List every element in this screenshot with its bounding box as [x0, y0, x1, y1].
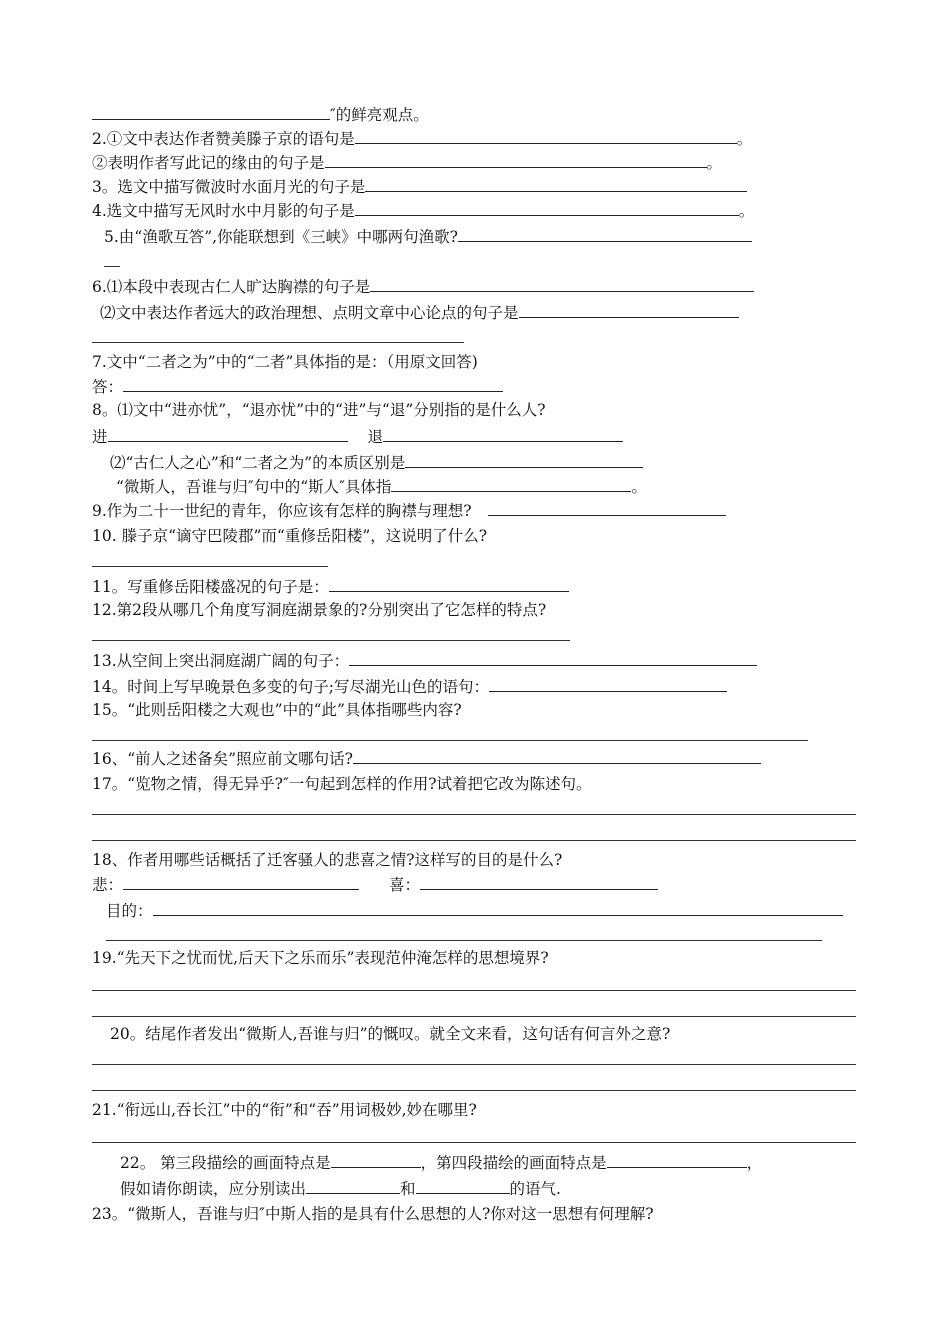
question-13: 13.从空间上突出洞庭湖广阔的句子：: [92, 650, 757, 672]
answer-blank[interactable]: [405, 452, 643, 468]
answer-blank[interactable]: [353, 748, 761, 764]
answer-line[interactable]: [92, 640, 570, 641]
answer-line[interactable]: [92, 740, 808, 741]
question-10: 10. 滕子京“谪守巴陵郡”而“重修岳阳楼”，这说明了什么?: [92, 527, 488, 545]
question-18-bei-xi: 悲： 喜：: [92, 874, 658, 896]
answer-blank[interactable]: [519, 302, 739, 318]
question-4: 4.选文中描写无风时水中月影的句子是 。: [92, 202, 755, 220]
question-3: 3。选文中描写微波时水面月光的句子是: [92, 176, 747, 198]
answer-blank[interactable]: [458, 226, 752, 242]
question-7: 7.文中“二者之为”中的“二者”具体指的是：（用原文回答): [92, 353, 478, 371]
question-18-mudi: 目的：: [106, 900, 843, 922]
answer-blank[interactable]: [420, 874, 658, 890]
question-8b: ⑵“古仁人之心”和“二者之为”的本质区别是: [110, 452, 643, 474]
answer-blank[interactable]: [306, 1178, 400, 1194]
answer-blank[interactable]: [108, 426, 348, 442]
question-7-answer: 答：: [92, 376, 503, 398]
question-22a: 22。 第三段描绘的画面特点是 ，第四段描绘的画面特点是 ，: [120, 1154, 763, 1172]
answer-blank[interactable]: [416, 1178, 510, 1194]
question-2b: ②表明作者写此记的缘由的句子是 。: [92, 154, 723, 172]
question-6a: 6.⑴本段中表现古仁人旷达胸襟的句子是: [92, 276, 754, 298]
answer-blank[interactable]: [489, 676, 727, 692]
question-12: 12.第2段从哪几个角度写洞庭湖景象的?分别突出了它怎样的特点?: [92, 601, 547, 619]
answer-blank[interactable]: [365, 176, 747, 192]
question-9: 9.作为二十一世纪的青年，你应该有怎样的胸襟与理想?: [92, 500, 726, 522]
question-8c: “微斯人，吾谁与归″句中的“斯人″具体指 。: [116, 478, 647, 496]
question-8a: 8。⑴文中“进亦忧”，“退亦忧”中的“进”与“退”分别指的是什么人?: [92, 401, 546, 419]
answer-blank[interactable]: [123, 874, 359, 890]
answer-line[interactable]: [92, 1142, 856, 1143]
question-21: 21.“衔远山,吞长江”中的“衔”和“吞”用词极妙,妙在哪里?: [92, 1101, 477, 1119]
question-22b: 假如请你朗读，应分别读出 和 的语气.: [120, 1180, 561, 1198]
answer-line[interactable]: [92, 814, 856, 815]
question-8-jin-tui: 进 退: [92, 426, 623, 448]
answer-blank[interactable]: [331, 1152, 421, 1168]
answer-line[interactable]: [92, 840, 856, 841]
answer-line[interactable]: [92, 1064, 856, 1065]
answer-blank[interactable]: [355, 128, 737, 144]
question-5: 5.由“渔歌互答”,你能联想到《三峡》中哪两句渔歌?: [104, 226, 752, 248]
text-line: ″的鲜亮观点。: [92, 104, 429, 126]
answer-blank[interactable]: [355, 200, 739, 216]
answer-line[interactable]: [104, 266, 120, 267]
question-11: 11。写重修岳阳楼盛况的句子是：: [92, 576, 569, 598]
question-16: 16、“前人之述备矣”照应前文哪句话?: [92, 748, 761, 770]
answer-blank[interactable]: [325, 152, 707, 168]
answer-line[interactable]: [92, 566, 328, 567]
answer-blank[interactable]: [329, 576, 569, 592]
answer-line[interactable]: [92, 1090, 856, 1091]
answer-blank[interactable]: [383, 426, 623, 442]
answer-line[interactable]: [92, 990, 856, 991]
answer-blank[interactable]: [370, 276, 754, 292]
answer-blank[interactable]: [349, 650, 757, 666]
question-20: 20。结尾作者发出“微斯人,吾谁与归”的慨叹。就全文来看，这句话有何言外之意?: [110, 1025, 671, 1043]
question-15: 15。“此则岳阳楼之大观也”中的“此”具体指哪些内容?: [92, 701, 462, 719]
answer-line[interactable]: [92, 1016, 856, 1017]
answer-blank[interactable]: [391, 476, 631, 492]
answer-blank[interactable]: [123, 376, 503, 392]
question-14: 14。时间上写早晚景色多变的句子;写尽湖光山色的语句：: [92, 676, 727, 698]
question-17: 17。“览物之情，得无异乎?″一句起到怎样的作用?试着把它改为陈述句。: [92, 775, 592, 793]
answer-line[interactable]: [92, 342, 464, 343]
answer-blank[interactable]: [92, 104, 330, 120]
question-2a: 2.①文中表达作者赞美滕子京的语句是 。: [92, 130, 753, 148]
question-19: 19.“先天下之忧而忧,后天下之乐而乐”表现范仲淹怎样的思想境界?: [92, 949, 549, 967]
answer-blank[interactable]: [153, 900, 843, 916]
answer-blank[interactable]: [488, 500, 726, 516]
question-23: 23。“微斯人，吾谁与归″中斯人指的是具有什么思想的人?你对这一思想有何理解?: [92, 1205, 654, 1223]
answer-line[interactable]: [106, 940, 822, 941]
answer-blank[interactable]: [607, 1152, 747, 1168]
question-18: 18、作者用哪些话概括了迁客骚人的悲喜之情?这样写的目的是什么?: [92, 851, 563, 869]
question-6b: ⑵文中表达作者远大的政治理想、点明文章中心论点的句子是: [100, 302, 739, 324]
